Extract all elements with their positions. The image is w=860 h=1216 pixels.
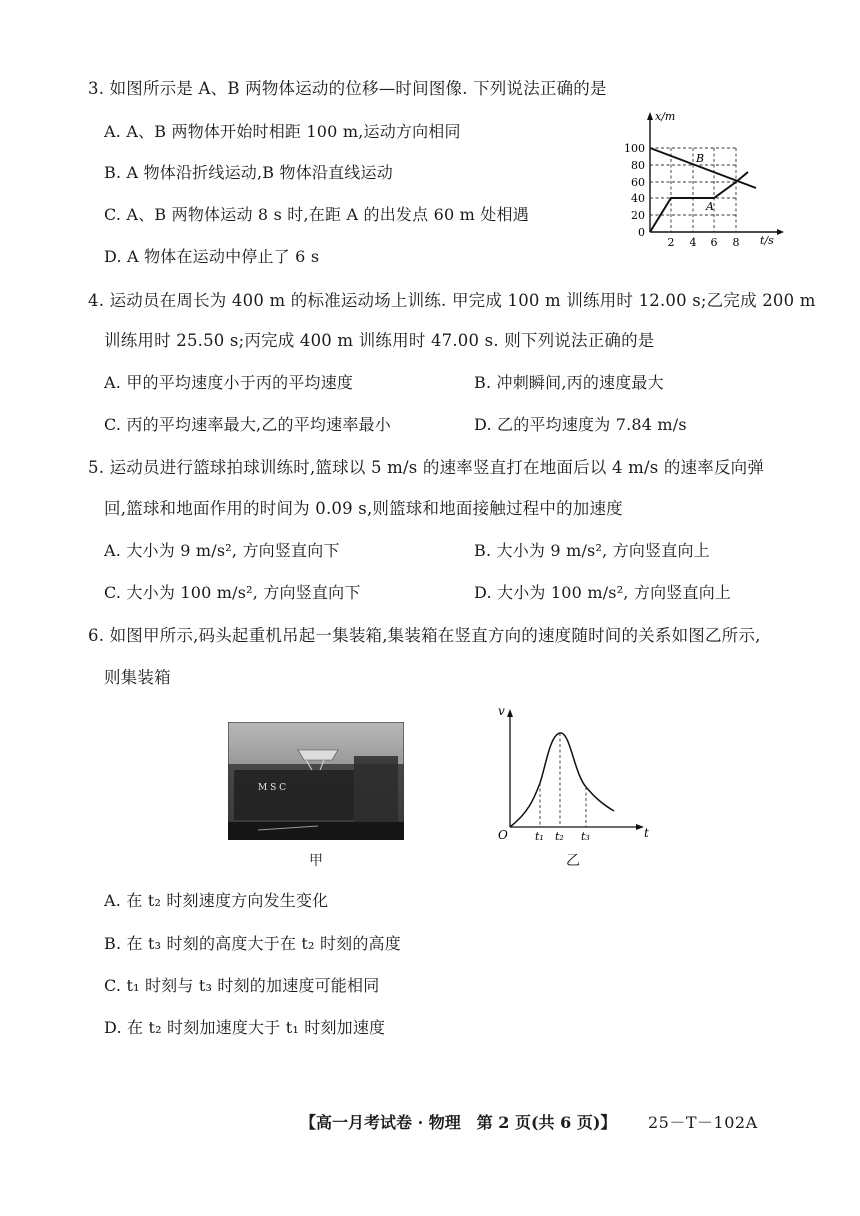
q6-vt-graph bbox=[494, 703, 654, 843]
vt-x-label: t bbox=[644, 826, 649, 840]
q4-stem-line2: 训练用时 25.50 s;丙完成 400 m 训练用时 47.00 s. 则下列说法正确的是 bbox=[104, 331, 655, 350]
y-tick-0: 0 bbox=[638, 226, 645, 239]
x-tick-8: 8 bbox=[732, 236, 740, 248]
vt-guides bbox=[540, 733, 586, 827]
q3-stem: 3. 如图所示是 A、B 两物体运动的位移—时间图像. 下列说法正确的是 bbox=[88, 79, 607, 98]
q5-option-a: A. 大小为 9 m/s², 方向竖直向下 bbox=[104, 541, 340, 560]
label-a: A bbox=[706, 200, 714, 213]
q6-stem-line2: 则集装箱 bbox=[104, 668, 171, 687]
q4-option-c: C. 丙的平均速率最大,乙的平均速率最小 bbox=[104, 415, 391, 434]
q5-option-c: C. 大小为 100 m/s², 方向竖直向下 bbox=[104, 583, 361, 602]
caption-jia: 甲 bbox=[309, 853, 323, 869]
y-axis-label: x/m bbox=[655, 110, 676, 123]
x-axis-arrow bbox=[777, 229, 784, 235]
x-axis-label: t/s bbox=[760, 234, 774, 247]
caption-yi: 乙 bbox=[566, 853, 580, 869]
q4-option-a: A. 甲的平均速度小于丙的平均速度 bbox=[104, 373, 354, 392]
y-tick-100: 100 bbox=[624, 142, 645, 155]
vt-y-label: v bbox=[498, 704, 505, 718]
line-a bbox=[650, 172, 748, 232]
footer-page-info: 【高一月考试卷 · 物理 第 2 页(共 6 页)】 bbox=[300, 1113, 617, 1132]
q4-option-b: B. 冲刺瞬间,丙的速度最大 bbox=[474, 373, 664, 392]
footer-code: 25－T－102A bbox=[648, 1113, 758, 1132]
y-tick-80: 80 bbox=[631, 159, 645, 172]
q3-option-c: C. A、B 两物体运动 8 s 时,在距 A 的出发点 60 m 处相遇 bbox=[104, 205, 529, 224]
q5-option-d: D. 大小为 100 m/s², 方向竖直向上 bbox=[474, 583, 732, 602]
vt-x-axis-arrow bbox=[636, 824, 644, 830]
crane-photo bbox=[228, 722, 404, 840]
label-b: B bbox=[696, 152, 705, 165]
vt-t2: t₂ bbox=[555, 830, 564, 843]
x-tick-4: 4 bbox=[689, 236, 697, 248]
y-tick-20: 20 bbox=[631, 209, 645, 222]
y-tick-40: 40 bbox=[631, 192, 645, 205]
q5-stem-line2: 回,篮球和地面作用的时间为 0.09 s,则篮球和地面接触过程中的加速度 bbox=[104, 499, 623, 518]
q6-stem-line1: 6. 如图甲所示,码头起重机吊起一集装箱,集装箱在竖直方向的速度随时间的关系如图乙所示, bbox=[88, 626, 761, 645]
vt-y-axis-arrow bbox=[507, 709, 513, 717]
q3-option-a: A. A、B 两物体开始时相距 100 m,运动方向相同 bbox=[104, 122, 461, 141]
q3-xt-graph bbox=[612, 108, 790, 248]
vt-t3: t₃ bbox=[581, 830, 590, 843]
vt-t1: t₁ bbox=[535, 830, 544, 843]
y-tick-60: 60 bbox=[631, 176, 645, 189]
q6-option-b: B. 在 t₃ 时刻的高度大于在 t₂ 时刻的高度 bbox=[104, 934, 401, 953]
y-axis-arrow bbox=[647, 112, 653, 120]
q4-stem-line1: 4. 运动员在周长为 400 m 的标准运动场上训练. 甲完成 100 m 训练用时 12.00 s;乙完成 200 m bbox=[88, 291, 816, 310]
q6-option-a: A. 在 t₂ 时刻速度方向发生变化 bbox=[104, 891, 329, 910]
x-tick-2: 2 bbox=[667, 236, 675, 248]
q3-option-b: B. A 物体沿折线运动,B 物体沿直线运动 bbox=[104, 163, 393, 182]
x-tick-6: 6 bbox=[710, 236, 718, 248]
photo-msc-text: M S C bbox=[258, 783, 286, 793]
guide-lines bbox=[650, 148, 736, 232]
q3-option-d: D. A 物体在运动中停止了 6 s bbox=[104, 247, 320, 266]
q5-option-b: B. 大小为 9 m/s², 方向竖直向上 bbox=[474, 541, 710, 560]
q4-option-d: D. 乙的平均速度为 7.84 m/s bbox=[474, 415, 687, 434]
q6-option-c: C. t₁ 时刻与 t₃ 时刻的加速度可能相同 bbox=[104, 976, 380, 995]
q6-option-d: D. 在 t₂ 时刻加速度大于 t₁ 时刻加速度 bbox=[104, 1018, 386, 1037]
vt-origin: O bbox=[498, 828, 508, 842]
q5-stem-line1: 5. 运动员进行篮球拍球训练时,篮球以 5 m/s 的速率竖直打在地面后以 4 m/s 的速率反向弹 bbox=[88, 458, 765, 477]
vt-curve bbox=[510, 733, 614, 827]
